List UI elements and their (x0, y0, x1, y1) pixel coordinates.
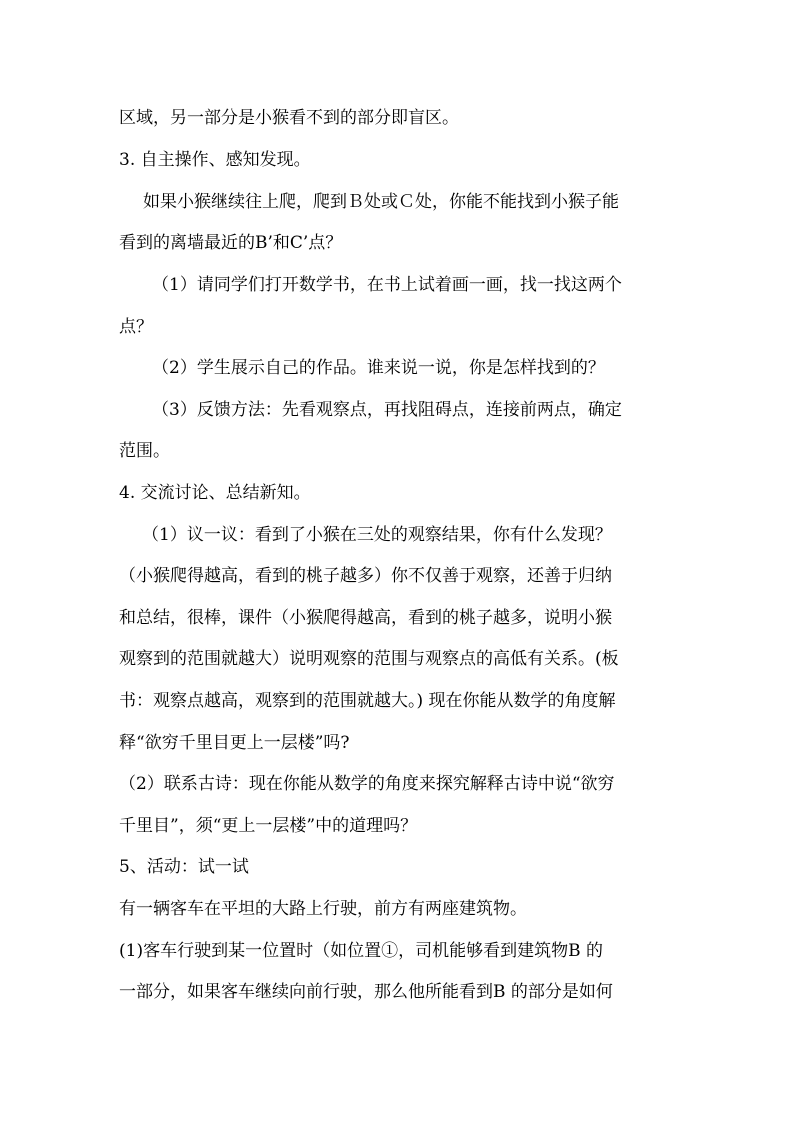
text-line-12: （小猴爬得越高，看到的桃子越多）你不仅善于观察，还善于归纳 (119, 566, 612, 586)
text-line-13: 和总结，很棒，课件（小猴爬得越高，看到的桃子越多，说明小猴 (119, 608, 612, 628)
text-line-5: （1）请同学们打开数学书，在书上试着画一画，找一找这两个 (152, 275, 622, 295)
text-line-4: 看到的离墙最近的B’和C’点？ (119, 233, 343, 253)
section-heading-3: 3. 自主操作、感知发现。 (119, 150, 311, 170)
text-line-6: 点？ (119, 317, 153, 337)
text-line-18: 千里目”，须“更上一层楼”中的道理吗？ (119, 816, 418, 836)
text-line-9: 范围。 (119, 441, 170, 461)
text-line-11: （1）议一议：看到了小猴在三处的观察结果，你有什么发现？ (142, 525, 612, 545)
text-line-15: 书：观察点越高，观察到的范围就越大。) 现在你能从数学的角度解 (119, 691, 616, 711)
text-line-14: 观察到的范围就越大）说明观察的范围与观察点的高低有关系。(板 (119, 649, 619, 669)
text-line-8: （3）反馈方法：先看观察点，再找阻碍点，连接前两点，确定 (152, 400, 622, 420)
text-line-7: （2）学生展示自己的作品。谁来说一说，你是怎样找到的？ (152, 358, 605, 378)
text-line-1: 区域，另一部分是小猴看不到的部分即盲区。 (119, 108, 459, 128)
text-line-16: 释“欲穷千里目更上一层楼”吗? (119, 733, 350, 753)
section-heading-4: 4. 交流讨论、总结新知。 (119, 483, 311, 503)
text-line-21: (1)客车行驶到某一位置时（如位置①，司机能够看到建筑物B 的 (119, 941, 603, 961)
section-heading-5: 5、活动：试一试 (119, 857, 249, 877)
text-line-22: 一部分，如果客车继续向前行驶，那么他所能看到B 的部分是如何 (119, 982, 613, 1002)
text-line-17: （2）联系古诗：现在你能从数学的角度来探究解释古诗中说“欲穷 (119, 774, 615, 794)
text-line-20: 有一辆客车在平坦的大路上行驶，前方有两座建筑物。 (119, 899, 527, 919)
text-line-3: 如果小猴继续往上爬，爬到Ｂ处或Ｃ处，你能不能找到小猴子能 (143, 192, 619, 212)
